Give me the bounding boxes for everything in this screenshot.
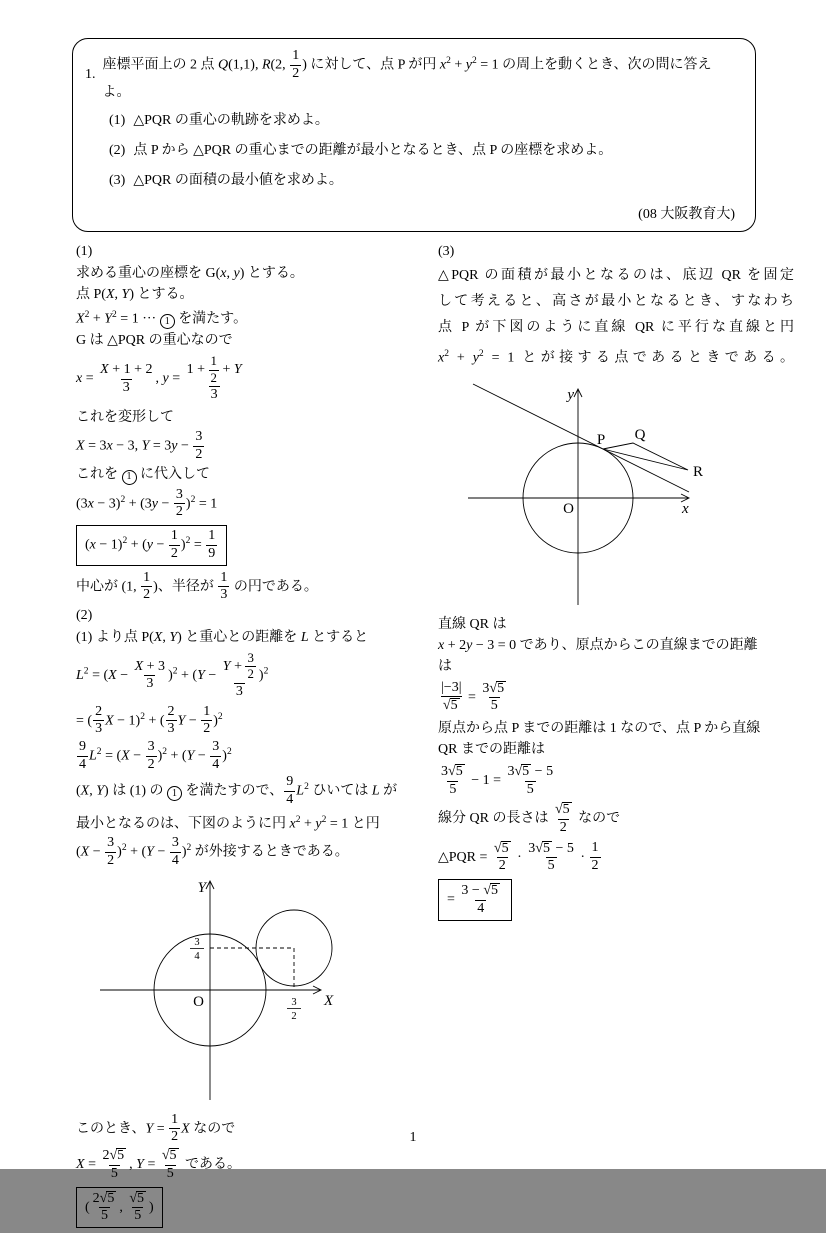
- triangle-pqr: [603, 443, 688, 470]
- tick-denominator: 4: [194, 950, 200, 962]
- x-tick-three-halves: [287, 997, 301, 1022]
- math-line: (1) より点 P(X, Y) と重心との距離を L とすると: [76, 629, 369, 645]
- right-column: [438, 240, 794, 926]
- math-line: これを 1 に代入して: [76, 465, 428, 485]
- origin-label: O: [193, 993, 204, 1010]
- math-line: 最小となるのは、下図のように円 $x^2 + y^2 = 1$ と円: [76, 814, 380, 832]
- problem-statement: [85, 49, 739, 101]
- math-line: 原点から点 P までの距離は 1 なので、点 P から直線: [438, 721, 761, 737]
- tick-denominator: 2: [291, 1010, 297, 1022]
- answer-box-locus: $(x - 1)^2 + (y$ − $\frac{1}{2}$ )$^2$ = $\frac{1}{9}$: [76, 525, 227, 565]
- problem-box: [72, 38, 756, 232]
- math-line: G は △PQR の重心なので: [76, 333, 233, 349]
- math-line: して考えると、高さが最小となるとき、すなわち: [438, 294, 794, 309]
- item-text: △PQR の面積の最小値を求めよ。: [133, 173, 343, 189]
- tick-numerator: 3: [291, 996, 297, 1008]
- math-line: 求める重心の座標を G(x, y) とする。: [76, 266, 304, 281]
- math-line: QR までの距離は: [438, 742, 545, 758]
- point-q-label: Q: [634, 426, 646, 443]
- answer-line: [76, 525, 428, 565]
- left-column: [76, 240, 428, 1233]
- math-line: このとき、Y = $\frac{1}{2}$ X なので: [76, 1111, 236, 1145]
- section-2-label: (2): [76, 607, 93, 623]
- problem-item-3: [109, 171, 739, 191]
- tangent-line: [473, 384, 689, 492]
- math-line: は: [438, 658, 452, 674]
- math-line: (X, Y) は (1) の 1 を満たすので、 $\frac{9}{4}$ $L^2$ ひいては L が: [76, 774, 398, 808]
- figure-tangent-line-triangle: [452, 377, 756, 609]
- answer-line: [438, 879, 794, 920]
- math-line: $\frac{|-3|}{√5}$ = $\frac{3√5}{5}$: [441, 679, 505, 714]
- math-line: 中心が (1, $\frac{1}{2}$ )、半径が $\frac{1}{3}$ の円である。: [76, 569, 318, 603]
- y-axis-label: y: [567, 386, 574, 403]
- y-axis-label: Y: [197, 879, 206, 896]
- math-line: △PQR = $\frac{√5}{2}$ · $\frac{3√5 - 5}{5}$ · $\frac{1}{2}$: [438, 840, 599, 874]
- math-line: x + 2y − 3 = 0 であり、原点からこの直線までの距離: [438, 637, 758, 653]
- answer-box-point-p: ( $\frac{2√5}{5}$ , $\frac{√5}{5}$ ): [76, 1187, 163, 1228]
- math-line: x = $\frac{X + 1 + 2}{3}$ , y = 1 + $\frac{1}{2}$ + Y 3: [76, 354, 242, 403]
- origin-label: O: [563, 500, 574, 517]
- x-axis-label: X: [324, 992, 334, 1009]
- y-tick-three-quarters: [190, 937, 204, 962]
- problem-item-1: [109, 111, 739, 131]
- problem-statement-text: 座標平面上の 2 点 Q(1,1), R(2, $\frac{1}{2}$ ) に対して、点 P が円 $x^2 + y^2 = 1$ の周上を動くとき、次の問に答えよ。: [102, 48, 712, 101]
- problem-item-2: [109, 141, 739, 161]
- math-line: $(3x - 3)^2 + (3y$ − $\frac{3}{2}$ )$^2$ = 1: [76, 486, 218, 520]
- section-1-label: (1): [76, 244, 93, 259]
- point-p-label: P: [596, 431, 606, 448]
- math-line: $L^2 = (X$ − $\frac{X + 3}{3}$ )$^2$ + (Y − Y + $\frac{3}{2}$ 3 )$^2$: [76, 650, 269, 699]
- math-line: $\frac{9}{4}$ $L^2 = (X$ − $\frac{3}{2}$ )$^2$ + (Y − $\frac{3}{4}$ )$^2$: [79, 738, 232, 772]
- item-label: (1): [109, 113, 126, 129]
- item-label: (3): [109, 173, 126, 189]
- tick-numerator: 3: [194, 936, 200, 948]
- figure-external-tangent-circles: [90, 875, 340, 1107]
- math-line: 点 P が下図のように直線 QR に平行な直線と円: [438, 320, 794, 335]
- item-text: 点 P から △PQR の重心までの距離が最小となるとき、点 P の座標を求めよ。: [133, 143, 613, 159]
- answer-box-area: = $\frac{3 - √5}{4}$: [438, 879, 512, 920]
- problem-number: 1.: [85, 67, 96, 83]
- math-line: 直線 QR は: [438, 616, 507, 632]
- page-number: 1: [409, 1130, 417, 1145]
- math-line: $x^2 + y^2 = 1$ とが接する点であるときである。: [438, 349, 794, 366]
- math-line: X = $\frac{2√5}{5}$ , Y = $\frac{√5}{5}$ である。: [76, 1148, 242, 1181]
- item-text: △PQR の重心の軌跡を求めよ。: [133, 113, 329, 129]
- math-line: これを変形して: [76, 409, 174, 425]
- math-line: X = 3x − 3, Y = 3y − $\frac{3}{2}$: [76, 428, 203, 462]
- math-line: $X^2 + Y^2 = 1$ ··· 1 を満たす。: [76, 306, 428, 329]
- x-axis-label: x: [682, 500, 689, 517]
- math-line: = ( $\frac{2}{3}$ X − 1)$^2$ + ( $\frac{2}{3}$ Y − $\frac{1}{2}$ )$^2$: [76, 703, 223, 737]
- math-line: (X − $\frac{3}{2}$ )$^2$ + (Y − $\frac{3}{4}$ )$^2$ が外接するときである。: [76, 835, 349, 869]
- answer-line: [76, 1187, 428, 1228]
- math-line: 点 P(X, Y) とする。: [76, 287, 194, 302]
- problem-source: (08 大阪教育大): [638, 207, 735, 223]
- math-line: $\frac{3√5}{5}$ − 1 = $\frac{3√5 - 5}{5}$: [441, 764, 554, 797]
- math-line: △PQR の面積が最小となるのは、底辺 QR を固定: [438, 268, 794, 283]
- section-3-label: (3): [438, 244, 455, 259]
- math-line: 線分 QR の長さは $\frac{√5}{2}$ なので: [438, 802, 621, 836]
- point-r-label: R: [693, 463, 704, 480]
- item-label: (2): [109, 143, 126, 159]
